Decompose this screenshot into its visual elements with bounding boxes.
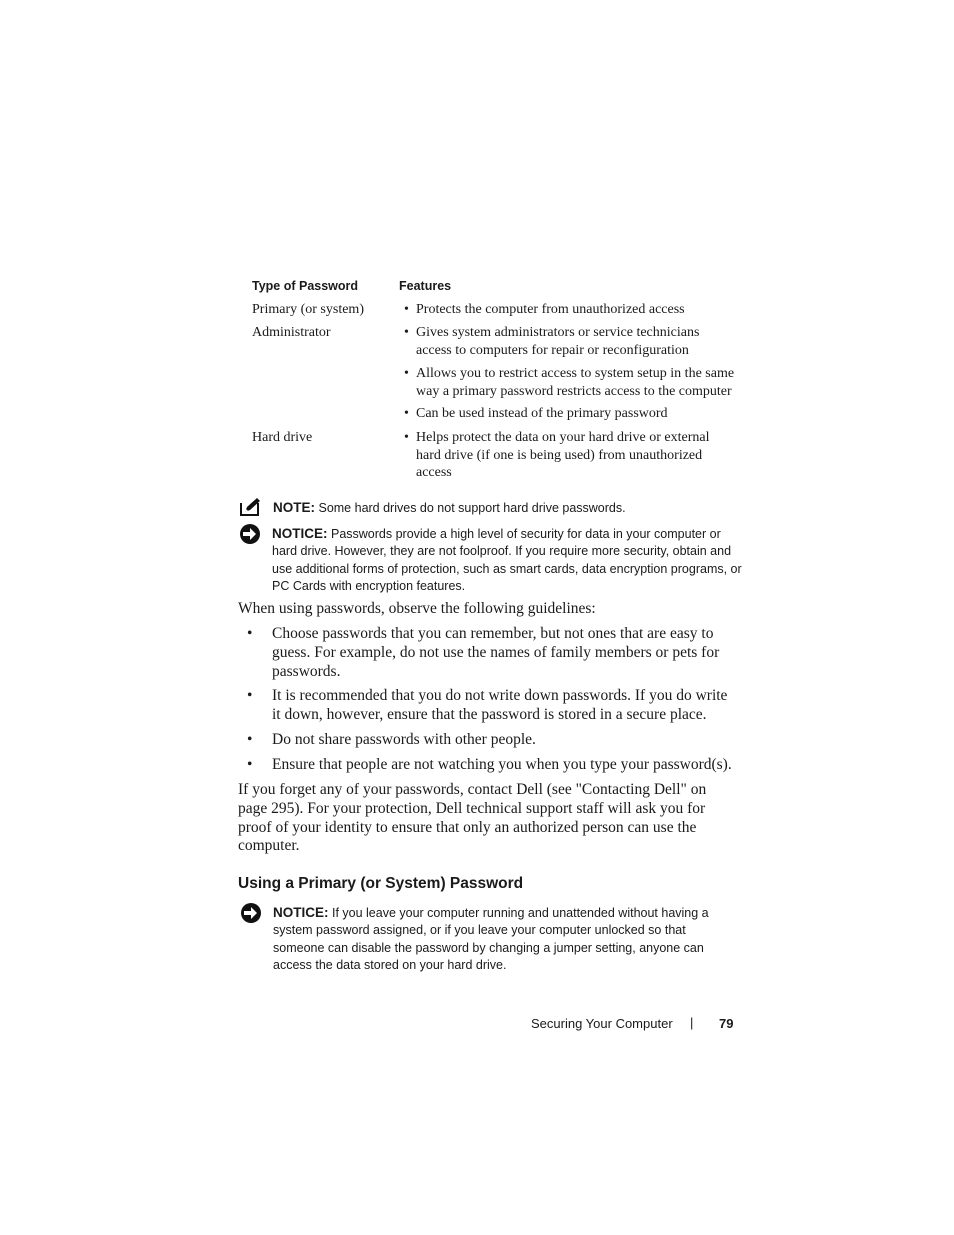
- table-feature-item: • Gives system administrators or service technicians access to computers for repair or reconfiguration: [404, 325, 700, 358]
- table-feature-item: • Allows you to restrict access to system setup in the same way a primary password restricts access to the computer: [404, 366, 735, 399]
- notice-label: NOTICE:: [273, 905, 329, 920]
- page-number: 79: [719, 1016, 734, 1031]
- bullet: •: [404, 302, 409, 317]
- guidelines-intro: When using passwords, observe the following guidelines:: [238, 600, 596, 617]
- notice-text: NOTICE: If you leave your computer running and unattended without having a system password assigned, or if you leave your computer unlocked so that someone can disable the password by changing a jumper setting, anyone can access the data stored on your hard drive.: [273, 905, 709, 973]
- table-header-type: Type of Password: [252, 279, 359, 293]
- bullet: •: [247, 756, 253, 773]
- bullet: •: [247, 731, 253, 748]
- list-item: • Ensure that people are not watching you when you type your password(s).: [247, 756, 732, 773]
- table-cell-type: Administrator: [252, 325, 331, 340]
- pencil-note-icon: [240, 497, 262, 522]
- list-item: • Do not share passwords with other people.: [247, 731, 536, 748]
- list-item: • It is recommended that you do not write down passwords. If you do write it down, however, ensure that the password is stored in a secure place.: [247, 687, 728, 723]
- notice-label: NOTICE:: [272, 526, 328, 541]
- section-heading: Using a Primary (or System) Password: [238, 875, 524, 892]
- notice-text: NOTICE: Passwords provide a high level of security for data in your computer or hard drive. However, they are not foolproof. If you require more security, obtain and use additional forms of protection, such as smart cards, data encryption programs, or PC Cards with encryption features.: [272, 526, 742, 594]
- table-cell-type: Primary (or system): [252, 302, 364, 317]
- table-cell-type: Hard drive: [252, 430, 313, 445]
- notice-arrow-icon: [240, 902, 262, 929]
- bullet: •: [247, 625, 253, 642]
- table-feature-item: • Protects the computer from unauthorized access: [404, 302, 685, 317]
- notice-arrow-icon: [239, 523, 261, 550]
- bullet: •: [404, 366, 409, 381]
- table-feature-item: • Helps protect the data on your hard drive or external hard drive (if one is being used) from unauthorized access: [404, 430, 710, 480]
- table-feature-item: • Can be used instead of the primary password: [404, 406, 668, 421]
- bullet: •: [247, 687, 253, 704]
- bullet: •: [404, 325, 409, 340]
- footer-section-title: Securing Your Computer: [531, 1016, 673, 1031]
- forget-password-paragraph: If you forget any of your passwords, contact Dell (see "Contacting Dell" on page 295). For your protection, Dell technical support staff will ask you for proof of your identity to ensure that only an authorized person can use the computer.: [238, 781, 707, 855]
- footer-separator: |: [690, 1015, 694, 1030]
- note-label: NOTE:: [273, 500, 315, 515]
- bullet: •: [404, 430, 409, 445]
- note-text: NOTE: Some hard drives do not support hard drive passwords.: [273, 500, 626, 515]
- bullet: •: [404, 406, 409, 421]
- table-header-features: Features: [399, 279, 452, 293]
- list-item: • Choose passwords that you can remember, but not ones that are easy to guess. For example, do not use the names of family members or pets for passwords.: [247, 625, 720, 680]
